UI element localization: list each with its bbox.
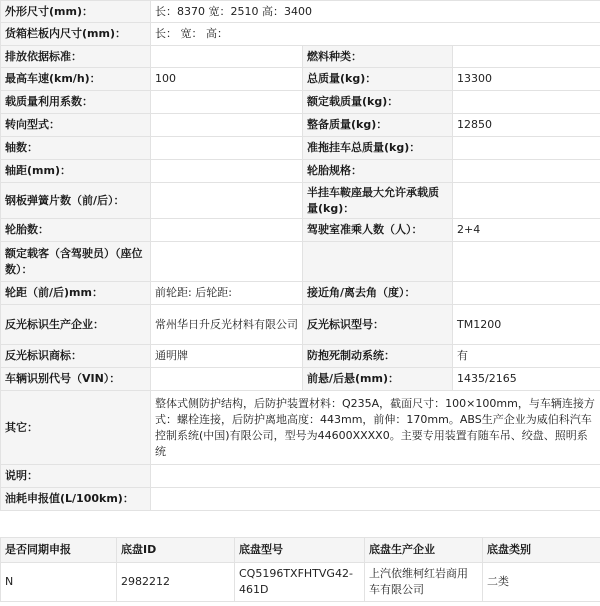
chassis-cell: 二类 xyxy=(483,563,600,602)
spec-label: 轮胎规格： xyxy=(303,160,453,183)
chassis-header-cell: 是否同期申报 xyxy=(1,538,117,563)
spec-value xyxy=(151,219,303,242)
chassis-cell: N xyxy=(1,563,117,602)
spec-label: 额定载客（含驾驶员）（座位数）： xyxy=(1,242,151,282)
spec-row xyxy=(1,91,600,114)
spec-row xyxy=(1,160,600,183)
spec-row xyxy=(1,488,600,511)
spec-row xyxy=(1,46,600,68)
spec-label: 说明： xyxy=(1,465,151,488)
spec-value: 长：8370 宽：2510 高：3400 xyxy=(151,1,600,23)
spec-label: 防抱死制动系统： xyxy=(303,345,453,368)
spec-label: 轴数： xyxy=(1,137,151,160)
spec-value xyxy=(453,282,600,305)
spec-label: 接近角/离去角（度）： xyxy=(303,282,453,305)
spec-label: 转向型式： xyxy=(1,114,151,137)
spec-value xyxy=(453,137,600,160)
spec-label: 油耗申报值(L/100km)： xyxy=(1,488,151,511)
spec-value xyxy=(151,91,303,114)
spec-value xyxy=(151,114,303,137)
spec-label: 反光标识型号： xyxy=(303,305,453,345)
section-gap xyxy=(0,511,600,537)
spec-value xyxy=(151,242,303,282)
chassis-header-row xyxy=(1,538,600,563)
spec-row xyxy=(1,242,600,282)
chassis-cell: 上汽依维柯红岩商用车有限公司 xyxy=(365,563,483,602)
chassis-cell: 2982212 xyxy=(117,563,235,602)
spec-label: 车辆识别代号（VIN）： xyxy=(1,368,151,391)
spec-label: 货箱栏板内尺寸(mm)： xyxy=(1,23,151,46)
chassis-table xyxy=(0,537,600,602)
chassis-header-cell: 底盘类别 xyxy=(483,538,600,563)
spec-label: 反光标识生产企业： xyxy=(1,305,151,345)
spec-row xyxy=(1,23,600,46)
chassis-header-cell: 底盘生产企业 xyxy=(365,538,483,563)
spec-label: 驾驶室准乘人数（人）： xyxy=(303,219,453,242)
chassis-cell: CQ5196TXFHTVG42-461D xyxy=(235,563,365,602)
chassis-row xyxy=(1,563,600,602)
spec-row xyxy=(1,305,600,345)
spec-value xyxy=(453,46,600,68)
spec-value xyxy=(151,488,600,511)
spec-row xyxy=(1,465,600,488)
spec-value: 通明牌 xyxy=(151,345,303,368)
chassis-header-cell: 底盘型号 xyxy=(235,538,365,563)
spec-label: 轴距(mm)： xyxy=(1,160,151,183)
spec-value xyxy=(453,160,600,183)
spec-value xyxy=(453,242,600,282)
spec-value xyxy=(151,465,600,488)
spec-label: 准拖挂车总质量(kg)： xyxy=(303,137,453,160)
spec-row xyxy=(1,137,600,160)
spec-label: 整备质量(kg)： xyxy=(303,114,453,137)
spec-label xyxy=(303,242,453,282)
spec-label: 半挂车鞍座最大允许承载质量(kg)： xyxy=(303,183,453,219)
spec-value xyxy=(151,46,303,68)
spec-label: 反光标识商标： xyxy=(1,345,151,368)
spec-label: 前悬/后悬(mm)： xyxy=(303,368,453,391)
spec-value: 100 xyxy=(151,68,303,91)
spec-row xyxy=(1,368,600,391)
spec-label: 载质量利用系数： xyxy=(1,91,151,114)
spec-value xyxy=(151,368,303,391)
spec-row xyxy=(1,183,600,219)
spec-value: 12850 xyxy=(453,114,600,137)
spec-label: 钢板弹簧片数（前/后）： xyxy=(1,183,151,219)
spec-label: 排放依据标准： xyxy=(1,46,151,68)
spec-value: 长： 宽： 高： xyxy=(151,23,600,46)
spec-row xyxy=(1,1,600,23)
spec-label: 最高车速(km/h)： xyxy=(1,68,151,91)
spec-value: 前轮距: 后轮距: xyxy=(151,282,303,305)
spec-label: 轮胎数： xyxy=(1,219,151,242)
spec-value xyxy=(453,183,600,219)
spec-value: 有 xyxy=(453,345,600,368)
spec-row xyxy=(1,68,600,91)
spec-label: 燃料种类： xyxy=(303,46,453,68)
spec-label: 其它： xyxy=(1,391,151,465)
spec-row xyxy=(1,219,600,242)
spec-row xyxy=(1,345,600,368)
spec-value xyxy=(151,137,303,160)
spec-row xyxy=(1,114,600,137)
spec-value: 13300 xyxy=(453,68,600,91)
spec-label: 额定载质量(kg)： xyxy=(303,91,453,114)
spec-value: TM1200 xyxy=(453,305,600,345)
chassis-header-cell: 底盘ID xyxy=(117,538,235,563)
spec-label: 外形尺寸(mm)： xyxy=(1,1,151,23)
spec-value: 常州华日升反光材料有限公司 xyxy=(151,305,303,345)
spec-label: 总质量(kg)： xyxy=(303,68,453,91)
spec-value: 整体式侧防护结构，后防护装置材料：Q235A，截面尺寸：100×100mm，与车辆连接方式：螺栓连接，后防护离地高度：443mm，前伸：170mm。ABS生产企业为威伯科汽车控制系统(中国)有限公司，型号为44600XXXX0。主要专用装置有随车吊、绞盘、照明系统 xyxy=(151,391,600,465)
spec-value xyxy=(151,160,303,183)
spec-value: 1435/2165 xyxy=(453,368,600,391)
spec-label: 轮距（前/后)mm： xyxy=(1,282,151,305)
spec-row xyxy=(1,391,600,465)
spec-value xyxy=(453,91,600,114)
spec-value: 2+4 xyxy=(453,219,600,242)
spec-value xyxy=(151,183,303,219)
spec-row xyxy=(1,282,600,305)
